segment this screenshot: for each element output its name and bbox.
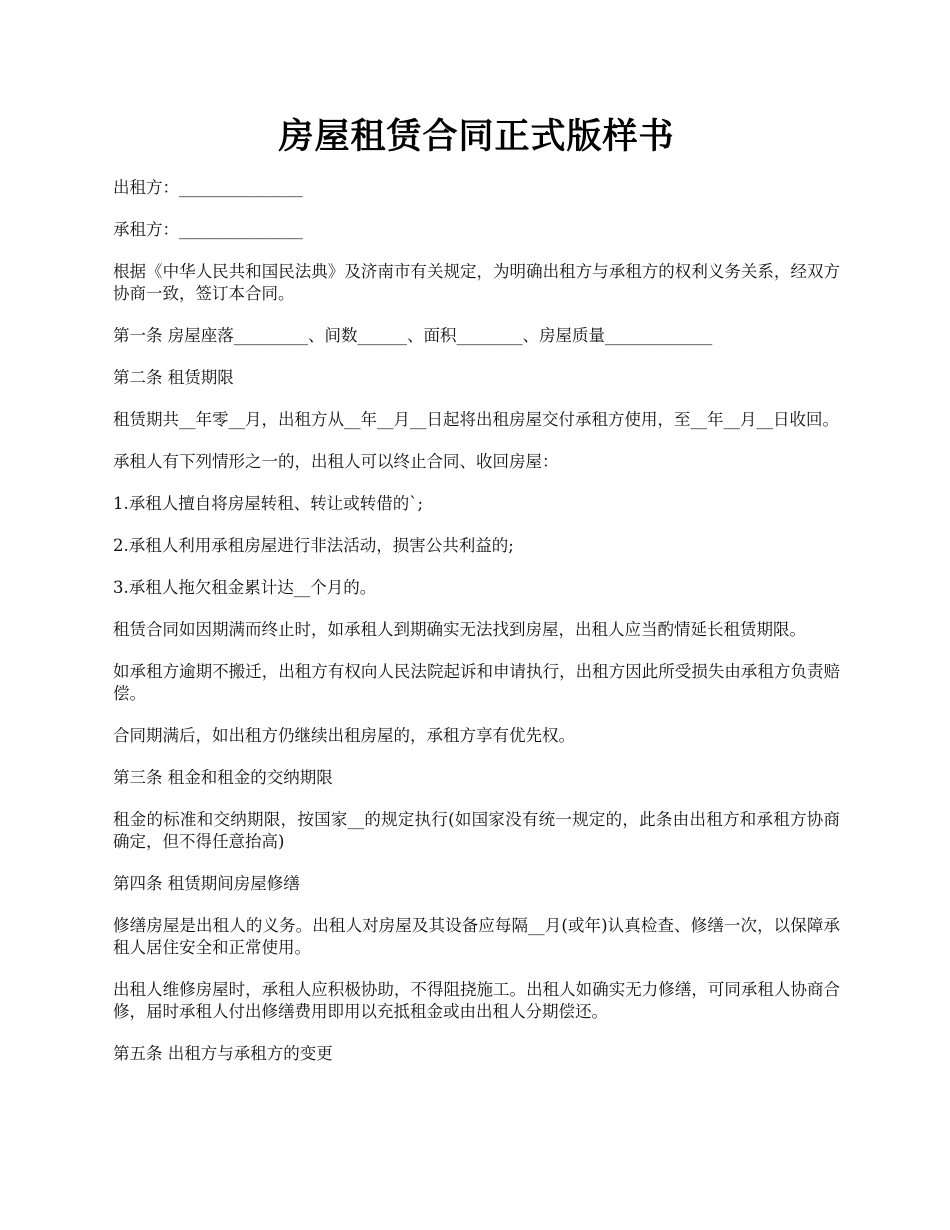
termination-intro-paragraph: 承租人有下列情形之一的，出租人可以终止合同、收回房屋： xyxy=(113,452,559,471)
repair-duty-paragraph: 修缮房屋是出租人的义务。出租人对房屋及其设备应每隔__月(或年)认真检查、修缮一次，以保障承租人居住安全和正常使用。 xyxy=(113,916,840,957)
termination-item-2: 2.承租人利用承租房屋进行非法活动，损害公共利益的; xyxy=(113,536,514,555)
article-1-paragraph: 第一条 房屋座落_________、间数______、面积________、房屋质量_____________ xyxy=(113,326,713,345)
article-4-heading: 第四条 租赁期间房屋修缮 xyxy=(113,874,300,893)
article-3-heading: 第三条 租金和租金的交纳期限 xyxy=(113,768,333,787)
extension-paragraph: 租赁合同如因期满而终止时，如承租人到期确实无法找到房屋，出租人应当酌情延长租赁期限。 xyxy=(113,620,806,639)
rent-standard-paragraph: 租金的标准和交纳期限，按国家__的规定执行(如国家没有统一规定的，此条由出租方和承租方协商确定，但不得任意抬高) xyxy=(113,810,840,851)
document-page xyxy=(113,0,840,1085)
document-title: 房屋租赁合同正式版样书 xyxy=(278,116,675,157)
lease-term-paragraph: 租赁期共__年零__月，出租方从__年__月__日起将出租房屋交付承租方使用，至__年__月__日收回。 xyxy=(113,410,839,429)
document-body xyxy=(113,177,840,1065)
priority-right-paragraph: 合同期满后，如出租方仍继续出租房屋的，承租方享有优先权。 xyxy=(113,726,575,745)
party-lessor-line: 出租方：_______________ xyxy=(113,178,303,197)
article-2-heading: 第二条 租赁期限 xyxy=(113,368,234,387)
repair-cooperation-paragraph: 出租人维修房屋时，承租人应积极协助，不得阻挠施工。出租人如确实无力修缮，可同承租人协商合修，届时承租人付出修缮费用即用以充抵租金或由出租人分期偿还。 xyxy=(113,980,840,1021)
party-lessee-line: 承租方：_______________ xyxy=(113,220,303,239)
termination-item-3: 3.承租人拖欠租金累计达__个月的。 xyxy=(113,578,377,597)
overdue-move-paragraph: 如承租方逾期不搬迁，出租方有权向人民法院起诉和申请执行，出租方因此所受损失由承租方负责赔偿。 xyxy=(113,662,840,703)
termination-item-1: 1.承租人擅自将房屋转租、转让或转借的`; xyxy=(113,494,424,513)
article-5-heading: 第五条 出租方与承租方的变更 xyxy=(113,1044,333,1063)
preamble-paragraph: 根据《中华人民共和国民法典》及济南市有关规定，为明确出租方与承租方的权利义务关系，经双方协商一致，签订本合同。 xyxy=(113,262,840,303)
